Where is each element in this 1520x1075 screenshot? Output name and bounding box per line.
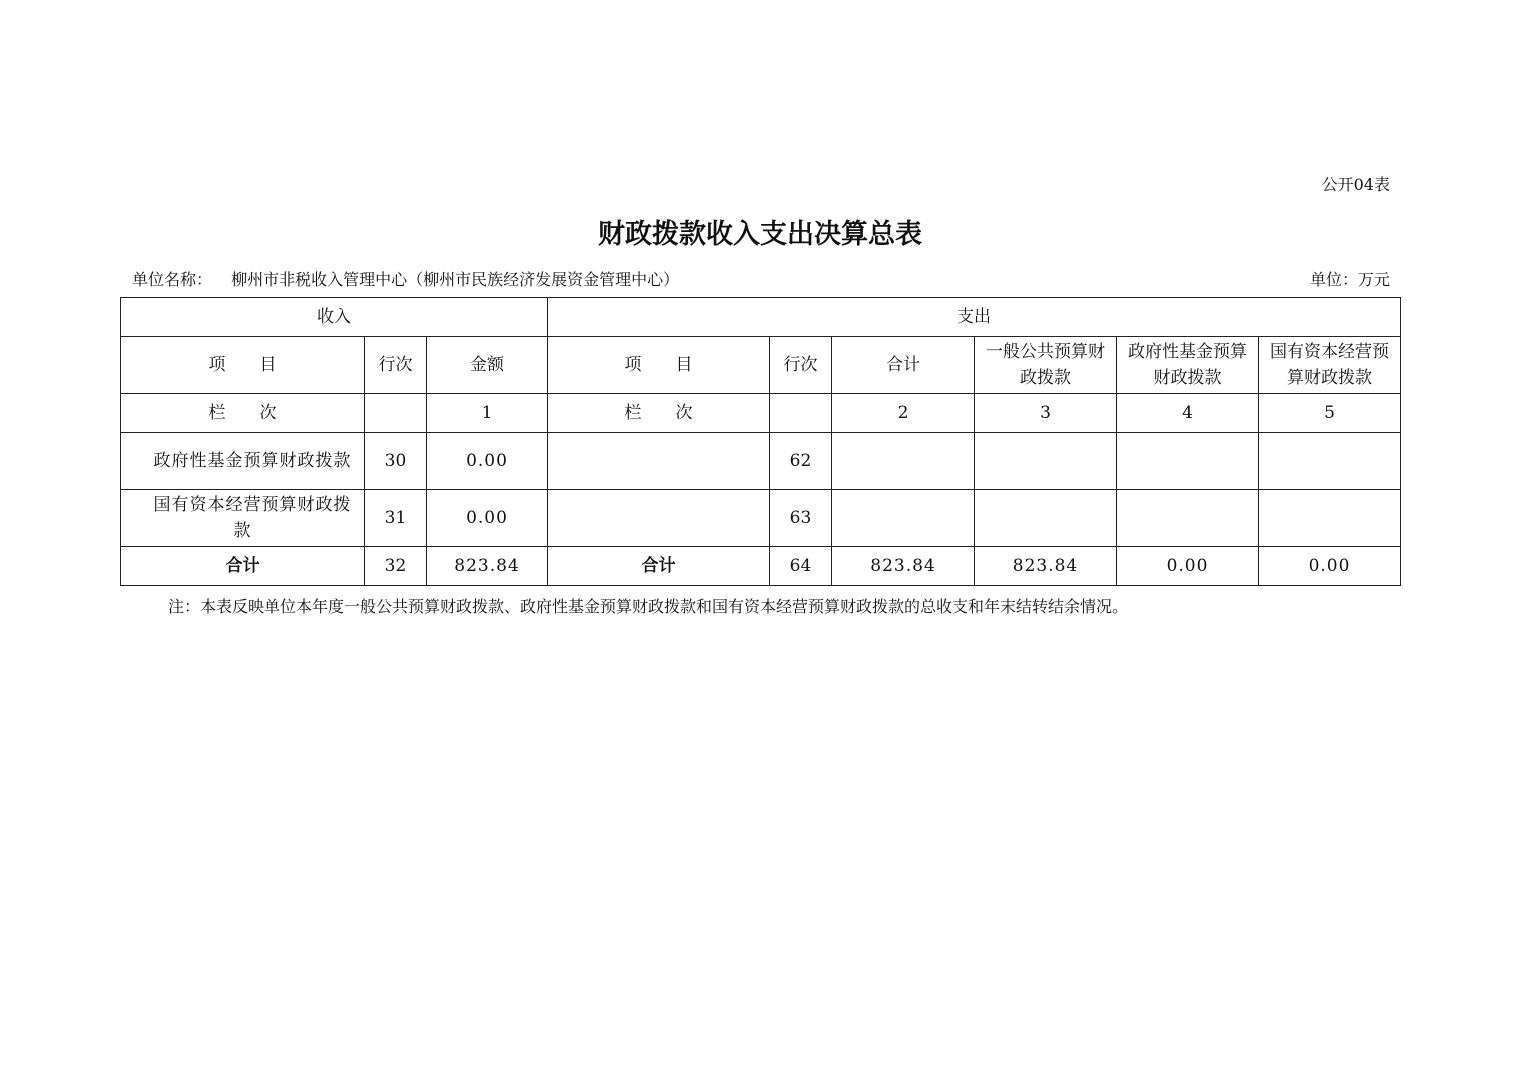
exp-total-capital: 0.00: [1259, 547, 1401, 586]
form-code: 公开04表: [1321, 175, 1390, 194]
exp-item: [548, 433, 770, 490]
income-row-no: 30: [365, 433, 427, 490]
column-number-label-exp: 栏 次: [548, 394, 770, 433]
unit-info-row: [132, 267, 1390, 290]
exp-fund: [1117, 433, 1259, 490]
exp-capital: [1259, 433, 1401, 490]
unit-name: 柳州市非税收入管理中心（柳州市民族经济发展资金管理中心）: [231, 270, 680, 289]
exp-row-no: 63: [770, 490, 832, 547]
header-row-columns: [121, 337, 1401, 394]
exp-total: [832, 490, 975, 547]
column-number-2: 2: [832, 394, 975, 433]
exp-fund: [1117, 490, 1259, 547]
income-amount-header: 金额: [427, 337, 548, 394]
exp-item: [548, 490, 770, 547]
income-item-header: 项 目: [121, 337, 365, 394]
income-total-row-no: 32: [365, 547, 427, 586]
income-amount: 0.00: [427, 433, 548, 490]
currency-unit: 单位：万元: [1309, 270, 1390, 289]
gov-fund-header: 政府性基金预算财政拨款: [1117, 337, 1259, 394]
income-item: 国有资本经营预算财政拨款: [121, 490, 365, 547]
column-number-blank-exp: [770, 394, 832, 433]
column-number-blank: [365, 394, 427, 433]
column-number-5: 5: [1259, 394, 1401, 433]
column-number-3: 3: [975, 394, 1117, 433]
exp-row-no-header: 行次: [770, 337, 832, 394]
income-row-no-header: 行次: [365, 337, 427, 394]
total-row: [121, 547, 1401, 586]
income-amount: 0.00: [427, 490, 548, 547]
income-row-no: 31: [365, 490, 427, 547]
income-header: 收入: [121, 298, 548, 337]
exp-total-amount: 823.84: [832, 547, 975, 586]
column-number-4: 4: [1117, 394, 1259, 433]
exp-total-fund: 0.00: [1117, 547, 1259, 586]
exp-total-header: 合计: [832, 337, 975, 394]
expenditure-header: 支出: [548, 298, 1401, 337]
exp-total-general: 823.84: [975, 547, 1117, 586]
page-title: 财政拨款收入支出决算总表: [598, 219, 922, 250]
table-row: [121, 433, 1401, 490]
income-total-amount: 823.84: [427, 547, 548, 586]
exp-general: [975, 433, 1117, 490]
exp-total-label: 合计: [548, 547, 770, 586]
unit-name-label: 单位名称：: [132, 270, 213, 289]
general-public-header: 一般公共预算财政拨款: [975, 337, 1117, 394]
exp-general: [975, 490, 1117, 547]
column-number-label: 栏 次: [121, 394, 365, 433]
column-number-row: [121, 394, 1401, 433]
exp-capital: [1259, 490, 1401, 547]
income-total-label: 合计: [121, 547, 365, 586]
exp-total: [832, 433, 975, 490]
table-row: [121, 490, 1401, 547]
header-row-group: [121, 298, 1401, 337]
exp-row-no: 62: [770, 433, 832, 490]
exp-item-header: 项 目: [548, 337, 770, 394]
column-number-1: 1: [427, 394, 548, 433]
exp-total-row-no: 64: [770, 547, 832, 586]
state-capital-header: 国有资本经营预算财政拨款: [1259, 337, 1401, 394]
budget-table: [120, 297, 1401, 586]
income-item: 政府性基金预算财政拨款: [121, 433, 365, 490]
footnote: 注：本表反映单位本年度一般公共预算财政拨款、政府性基金预算财政拨款和国有资本经营预算财政拨款的总收支和年末结转结余情况。: [168, 597, 1129, 616]
